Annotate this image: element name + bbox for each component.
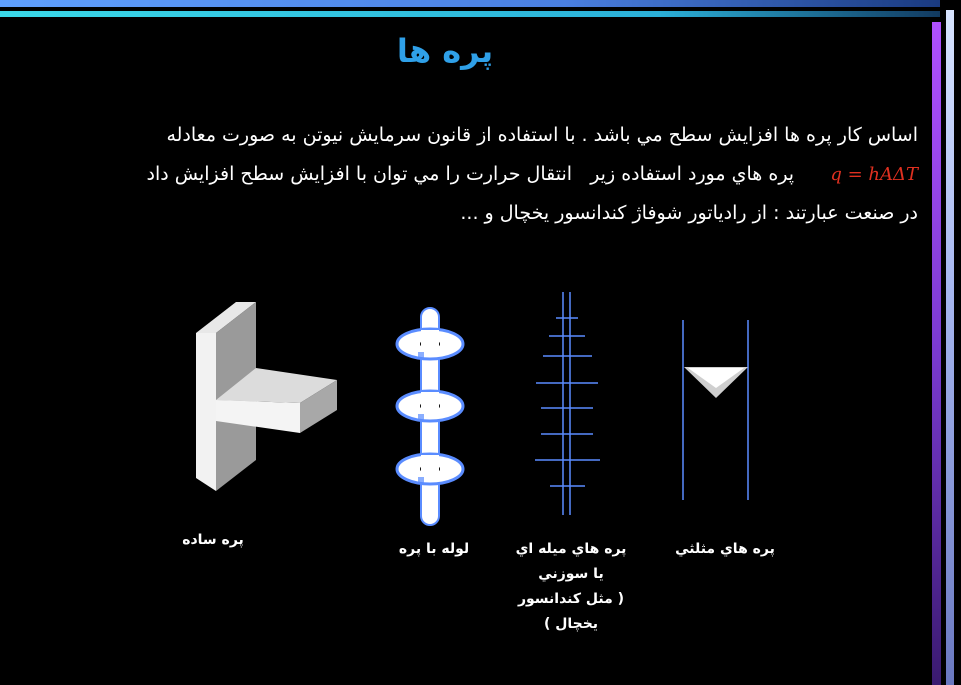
paragraph-line-2-post: انتقال حرارت را مي توان با افزايش سطح افزايش داد (146, 163, 573, 185)
caption-tube-with-fin: لوله با پره (398, 541, 470, 557)
paragraph-line-3: در صنعت عبارتند : از رادياتور شوفاژ کندانسور يخچال و ... (460, 202, 918, 224)
caption-rod-fins-line-4: يخچال ) (543, 616, 599, 632)
caption-rod-fins-line-1: پره هاي ميله اي (515, 541, 627, 557)
triangular-fins-figure (683, 320, 748, 500)
paragraph-line-1: اساس کار پره ها افزايش سطح مي باشد . با استفاده از قانون سرمايش نيوتن به صورت معادله (166, 124, 918, 146)
newton-cooling-equation: q = hAΔT (830, 164, 918, 185)
tube-with-fin-figure (397, 308, 463, 525)
caption-simple-fin: پره ساده (182, 532, 244, 548)
caption-triangular-fins: پره هاي مثلثي (675, 541, 775, 557)
caption-rod-fins-line-2: يا سوزني (538, 566, 604, 582)
simple-fin-figure (196, 302, 337, 491)
caption-rod-fins-line-3: ( مثل کندانسور (517, 591, 625, 607)
rod-fins-figure (535, 292, 600, 515)
paragraph-line-2-pre: پره هاي مورد استفاده زير (590, 163, 795, 185)
slide-title: پره ها (396, 32, 494, 70)
caption-rod-fins (496, 537, 646, 637)
